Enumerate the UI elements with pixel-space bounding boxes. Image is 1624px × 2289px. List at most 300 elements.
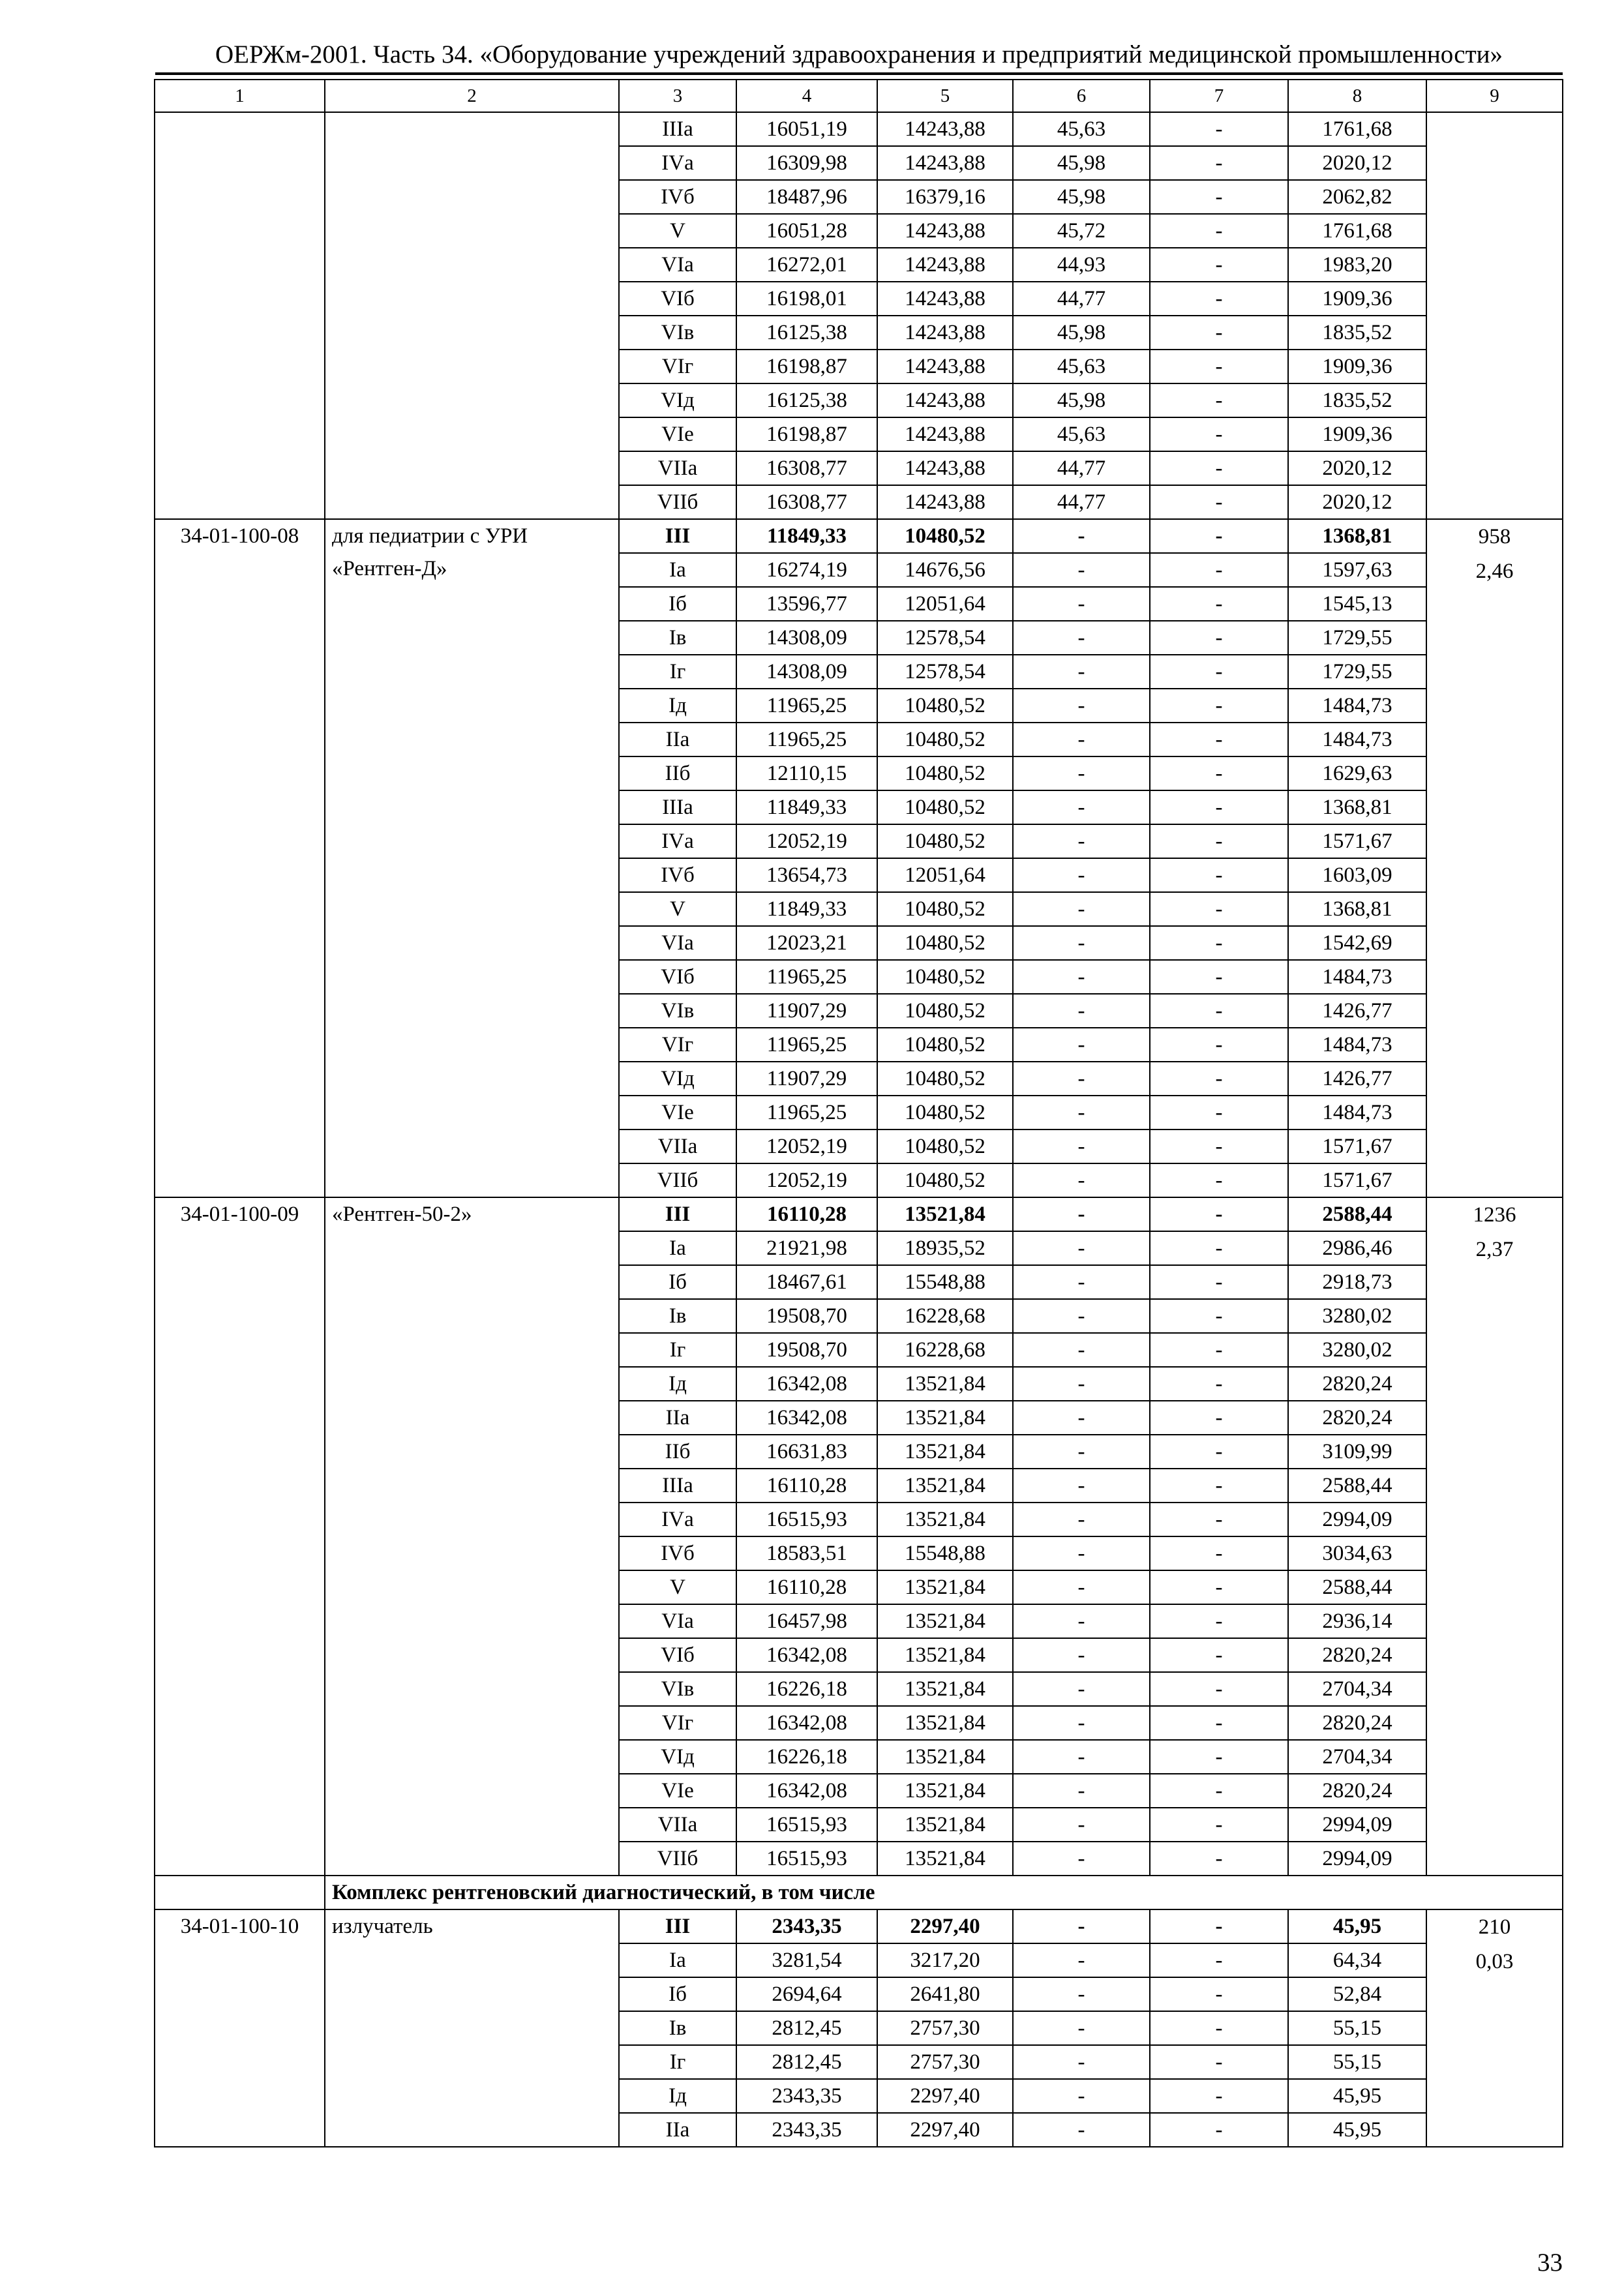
cell-col-6: - (1013, 1503, 1150, 1536)
cell-col-6: - (1013, 1604, 1150, 1638)
cell-col-6: 45,98 (1013, 383, 1150, 417)
cell-col-8: 1761,68 (1288, 214, 1426, 248)
cell-col-7: - (1150, 553, 1288, 587)
cell-col-5: 16379,16 (877, 180, 1013, 214)
cell-col-5: 10480,52 (877, 926, 1013, 960)
cell-col-5: 10480,52 (877, 994, 1013, 1028)
cell-col-3: VIе (619, 1096, 736, 1130)
cell-col-8: 64,34 (1288, 1943, 1426, 1977)
cell-col-7: - (1150, 1774, 1288, 1808)
cell-col-5: 14243,88 (877, 112, 1013, 146)
cell-col-5: 10480,52 (877, 723, 1013, 756)
cell-col-3: VIа (619, 248, 736, 282)
cell-col-6: - (1013, 1469, 1150, 1503)
cell-col-3: IVа (619, 146, 736, 180)
table-row (155, 1197, 1563, 1231)
cell-col-4: 16110,28 (736, 1469, 877, 1503)
cell-col-4: 16342,08 (736, 1638, 877, 1672)
cell-col-6: - (1013, 1774, 1150, 1808)
column-number-row (155, 80, 1563, 112)
cell-col-3: VIа (619, 1604, 736, 1638)
cell-col-6: - (1013, 2045, 1150, 2079)
cell-col-4: 11907,29 (736, 1062, 877, 1096)
cell-col-8: 1571,67 (1288, 824, 1426, 858)
cell-col-7: - (1150, 960, 1288, 994)
cell-col-3: IVб (619, 858, 736, 892)
cell-col-6: - (1013, 1943, 1150, 1977)
cell-col-8: 1484,73 (1288, 1028, 1426, 1062)
cell-col-3: Iа (619, 1943, 736, 1977)
cell-col-5: 14243,88 (877, 451, 1013, 485)
cell-col-5: 14243,88 (877, 248, 1013, 282)
cell-col-3: VIв (619, 994, 736, 1028)
cell-col-6: - (1013, 892, 1150, 926)
cell-col-3: Iб (619, 587, 736, 621)
cell-col-4: 16198,87 (736, 417, 877, 451)
cell-col-6: - (1013, 689, 1150, 723)
cell-col-5: 10480,52 (877, 1163, 1013, 1197)
cell-col-6: 45,72 (1013, 214, 1150, 248)
cell-col-7: - (1150, 451, 1288, 485)
cell-col-5: 14243,88 (877, 282, 1013, 316)
cell-col-8: 45,95 (1288, 2113, 1426, 2147)
cell-col-8: 1835,52 (1288, 316, 1426, 350)
cell-col-3: IIIа (619, 1469, 736, 1503)
cell-col-8: 1426,77 (1288, 994, 1426, 1028)
cell-col-4: 16226,18 (736, 1740, 877, 1774)
cell-col-5: 12578,54 (877, 655, 1013, 689)
cell-col-7: - (1150, 485, 1288, 519)
column-9-values (1426, 1909, 1563, 2147)
cell-col-8: 2820,24 (1288, 1401, 1426, 1435)
cell-col-5: 13521,84 (877, 1740, 1013, 1774)
cell-col-3: III (619, 519, 736, 553)
cell-col-7: - (1150, 214, 1288, 248)
cell-col-6: - (1013, 1808, 1150, 1842)
cell-col-5: 13521,84 (877, 1570, 1013, 1604)
cell-col-7: - (1150, 1672, 1288, 1706)
cell-col-7: - (1150, 1265, 1288, 1299)
cell-col-4: 14308,09 (736, 621, 877, 655)
cell-col-4: 2694,64 (736, 1977, 877, 2011)
item-name (325, 1197, 619, 1876)
column-number-cell: 4 (736, 80, 877, 112)
cell-col-8: 45,95 (1288, 1909, 1426, 1943)
cell-col-7: - (1150, 2079, 1288, 2113)
section-row (155, 1876, 1563, 1909)
cell-col-4: 16308,77 (736, 451, 877, 485)
cell-col-3: IVа (619, 824, 736, 858)
cell-col-7: - (1150, 1096, 1288, 1130)
cell-col-3: VIг (619, 1028, 736, 1062)
cell-col-6: - (1013, 1842, 1150, 1876)
cell-col-4: 16125,38 (736, 383, 877, 417)
cell-col-8: 2820,24 (1288, 1706, 1426, 1740)
cell-col-3: VIв (619, 1672, 736, 1706)
table-row (155, 1909, 1563, 1943)
cell-col-5: 13521,84 (877, 1638, 1013, 1672)
cell-col-4: 11965,25 (736, 723, 877, 756)
page-number: 33 (1537, 2249, 1563, 2277)
cell-col-8: 1571,67 (1288, 1163, 1426, 1197)
cell-col-6: - (1013, 1265, 1150, 1299)
cell-col-8: 1571,67 (1288, 1130, 1426, 1163)
cell-col-3: III (619, 1197, 736, 1231)
cell-col-5: 14243,88 (877, 146, 1013, 180)
column-number-cell: 8 (1288, 80, 1426, 112)
cell-col-4: 16110,28 (736, 1197, 877, 1231)
cell-col-6: - (1013, 2011, 1150, 2045)
cell-col-6: - (1013, 1130, 1150, 1163)
cell-col-5: 10480,52 (877, 1028, 1013, 1062)
cell-col-3: IVа (619, 1503, 736, 1536)
cell-col-8: 2994,09 (1288, 1842, 1426, 1876)
cell-col-8: 1909,36 (1288, 282, 1426, 316)
column-number-cell: 5 (877, 80, 1013, 112)
cell-col-3: Iг (619, 2045, 736, 2079)
cell-col-7: - (1150, 2011, 1288, 2045)
cell-col-8: 2820,24 (1288, 1774, 1426, 1808)
cell-col-3: V (619, 892, 736, 926)
cell-col-7: - (1150, 1943, 1288, 1977)
cell-col-4: 16198,01 (736, 282, 877, 316)
cell-col-3: VIа (619, 926, 736, 960)
cell-col-5: 2757,30 (877, 2011, 1013, 2045)
cell-col-8: 1729,55 (1288, 621, 1426, 655)
cell-col-3: IVб (619, 180, 736, 214)
cell-col-7: - (1150, 756, 1288, 790)
cell-col-5: 2297,40 (877, 1909, 1013, 1943)
column-number-cell: 1 (155, 80, 325, 112)
cell-col-6: - (1013, 723, 1150, 756)
cell-col-5: 10480,52 (877, 1062, 1013, 1096)
cell-col-5: 10480,52 (877, 790, 1013, 824)
cell-col-5: 13521,84 (877, 1672, 1013, 1706)
cell-col-3: Iг (619, 1333, 736, 1367)
cell-col-3: Iд (619, 2079, 736, 2113)
cell-col-3: Iб (619, 1265, 736, 1299)
cell-col-7: - (1150, 926, 1288, 960)
cell-col-5: 16228,68 (877, 1299, 1013, 1333)
cell-col-7: - (1150, 655, 1288, 689)
cell-col-7: - (1150, 1536, 1288, 1570)
cell-col-6: 45,63 (1013, 112, 1150, 146)
cell-col-4: 12110,15 (736, 756, 877, 790)
cell-col-6: - (1013, 1062, 1150, 1096)
cell-col-4: 16051,19 (736, 112, 877, 146)
cell-col-7: - (1150, 1469, 1288, 1503)
cell-col-4: 16309,98 (736, 146, 877, 180)
cell-col-7: - (1150, 350, 1288, 383)
cell-col-7: - (1150, 1740, 1288, 1774)
column-9-value: 1236 (1473, 1203, 1516, 1227)
cell-col-5: 14243,88 (877, 417, 1013, 451)
cell-col-5: 14243,88 (877, 350, 1013, 383)
section-empty-cell (155, 1876, 325, 1909)
cell-col-5: 14243,88 (877, 485, 1013, 519)
column-number-cell: 3 (619, 80, 736, 112)
cell-col-5: 14243,88 (877, 214, 1013, 248)
item-name (325, 112, 619, 519)
cell-col-7: - (1150, 1842, 1288, 1876)
cell-col-6: - (1013, 1096, 1150, 1130)
cell-col-8: 2994,09 (1288, 1808, 1426, 1842)
cell-col-4: 11849,33 (736, 790, 877, 824)
cell-col-5: 12578,54 (877, 621, 1013, 655)
cell-col-6: - (1013, 1672, 1150, 1706)
cell-col-8: 2936,14 (1288, 1604, 1426, 1638)
cell-col-3: VIг (619, 350, 736, 383)
cell-col-5: 10480,52 (877, 1130, 1013, 1163)
cell-col-7: - (1150, 621, 1288, 655)
cell-col-8: 2918,73 (1288, 1265, 1426, 1299)
column-number-cell: 7 (1150, 80, 1288, 112)
cell-col-6: - (1013, 1367, 1150, 1401)
cell-col-7: - (1150, 892, 1288, 926)
cell-col-8: 55,15 (1288, 2045, 1426, 2079)
cell-col-3: Iг (619, 655, 736, 689)
cell-col-6: - (1013, 1333, 1150, 1367)
cell-col-3: VIе (619, 1774, 736, 1808)
cell-col-6: 45,63 (1013, 350, 1150, 383)
cell-col-5: 13521,84 (877, 1435, 1013, 1469)
cell-col-8: 45,95 (1288, 2079, 1426, 2113)
cell-col-4: 13596,77 (736, 587, 877, 621)
table-row (155, 519, 1563, 553)
cell-col-7: - (1150, 383, 1288, 417)
cell-col-4: 12052,19 (736, 1130, 877, 1163)
cell-col-3: VIг (619, 1706, 736, 1740)
cell-col-6: - (1013, 1706, 1150, 1740)
cell-col-7: - (1150, 1435, 1288, 1469)
cell-col-5: 13521,84 (877, 1367, 1013, 1401)
cell-col-7: - (1150, 1909, 1288, 1943)
cell-col-5: 14676,56 (877, 553, 1013, 587)
cell-col-7: - (1150, 858, 1288, 892)
cell-col-4: 16110,28 (736, 1570, 877, 1604)
cell-col-7: - (1150, 824, 1288, 858)
cell-col-7: - (1150, 1130, 1288, 1163)
cell-col-8: 1484,73 (1288, 960, 1426, 994)
cell-col-4: 16051,28 (736, 214, 877, 248)
cell-col-7: - (1150, 1367, 1288, 1401)
cell-col-7: - (1150, 1299, 1288, 1333)
cell-col-5: 16228,68 (877, 1333, 1013, 1367)
cell-col-3: IIб (619, 756, 736, 790)
cell-col-4: 16125,38 (736, 316, 877, 350)
cell-col-8: 1484,73 (1288, 1096, 1426, 1130)
cell-col-7: - (1150, 1570, 1288, 1604)
cell-col-5: 10480,52 (877, 1096, 1013, 1130)
cell-col-8: 1761,68 (1288, 112, 1426, 146)
cell-col-7: - (1150, 1163, 1288, 1197)
cell-col-6: 44,93 (1013, 248, 1150, 282)
cell-col-6: - (1013, 1977, 1150, 2011)
cell-col-8: 1729,55 (1288, 655, 1426, 689)
column-number-cell: 2 (325, 80, 619, 112)
cell-col-3: VIIб (619, 1842, 736, 1876)
cell-col-8: 1603,09 (1288, 858, 1426, 892)
cell-col-4: 12052,19 (736, 1163, 877, 1197)
cell-col-4: 11849,33 (736, 519, 877, 553)
cell-col-6: - (1013, 1536, 1150, 1570)
cell-col-8: 2062,82 (1288, 180, 1426, 214)
cell-col-3: VIIб (619, 485, 736, 519)
cell-col-3: VIIа (619, 451, 736, 485)
cell-col-6: - (1013, 1231, 1150, 1265)
cell-col-5: 13521,84 (877, 1197, 1013, 1231)
cell-col-5: 13521,84 (877, 1706, 1013, 1740)
item-code (155, 112, 325, 519)
cell-col-5: 13521,84 (877, 1808, 1013, 1842)
cell-col-6: - (1013, 1028, 1150, 1062)
cell-col-8: 1545,13 (1288, 587, 1426, 621)
cell-col-3: VIIа (619, 1808, 736, 1842)
column-number-cell: 6 (1013, 80, 1150, 112)
cell-col-7: - (1150, 417, 1288, 451)
cell-col-8: 2588,44 (1288, 1570, 1426, 1604)
price-table (154, 79, 1563, 2147)
cell-col-7: - (1150, 1062, 1288, 1096)
cell-col-8: 1542,69 (1288, 926, 1426, 960)
cell-col-4: 11907,29 (736, 994, 877, 1028)
column-9-value: 958 (1478, 525, 1511, 548)
cell-col-4: 11965,25 (736, 1028, 877, 1062)
cell-col-7: - (1150, 1401, 1288, 1435)
cell-col-8: 2020,12 (1288, 485, 1426, 519)
cell-col-8: 1983,20 (1288, 248, 1426, 282)
cell-col-4: 2343,35 (736, 2079, 877, 2113)
cell-col-8: 2020,12 (1288, 146, 1426, 180)
cell-col-4: 2812,45 (736, 2011, 877, 2045)
cell-col-3: VIд (619, 383, 736, 417)
cell-col-3: Iа (619, 553, 736, 587)
cell-col-7: - (1150, 282, 1288, 316)
item-code: 34-01-100-09 (155, 1197, 325, 1876)
cell-col-3: VIд (619, 1062, 736, 1096)
cell-col-6: 44,77 (1013, 451, 1150, 485)
cell-col-6: - (1013, 960, 1150, 994)
cell-col-6: - (1013, 926, 1150, 960)
column-9-values (1426, 1197, 1563, 1876)
cell-col-7: - (1150, 316, 1288, 350)
cell-col-8: 1835,52 (1288, 383, 1426, 417)
cell-col-8: 55,15 (1288, 2011, 1426, 2045)
cell-col-5: 13521,84 (877, 1469, 1013, 1503)
cell-col-5: 2297,40 (877, 2079, 1013, 2113)
cell-col-7: - (1150, 1028, 1288, 1062)
column-9-value: 0,03 (1475, 1950, 1514, 1973)
cell-col-8: 1909,36 (1288, 417, 1426, 451)
page-header: ОЕРЖм-2001. Часть 34. «Оборудование учреждений здравоохранения и предприятий медицинской промышленности» (215, 40, 1503, 68)
cell-col-6: - (1013, 1638, 1150, 1672)
column-9-value: 2,37 (1475, 1238, 1514, 1261)
cell-col-6: - (1013, 1435, 1150, 1469)
cell-col-3: IIб (619, 1435, 736, 1469)
cell-col-7: - (1150, 112, 1288, 146)
cell-col-7: - (1150, 2045, 1288, 2079)
cell-col-6: - (1013, 621, 1150, 655)
cell-col-5: 3217,20 (877, 1943, 1013, 1977)
cell-col-4: 16342,08 (736, 1774, 877, 1808)
cell-col-6: - (1013, 790, 1150, 824)
column-9-values (1426, 112, 1563, 519)
cell-col-4: 16515,93 (736, 1503, 877, 1536)
cell-col-4: 16226,18 (736, 1672, 877, 1706)
cell-col-6: 45,98 (1013, 180, 1150, 214)
cell-col-3: IIа (619, 2113, 736, 2147)
cell-col-3: Iд (619, 689, 736, 723)
cell-col-8: 1368,81 (1288, 892, 1426, 926)
cell-col-6: - (1013, 2079, 1150, 2113)
cell-col-8: 3280,02 (1288, 1299, 1426, 1333)
cell-col-8: 1629,63 (1288, 756, 1426, 790)
cell-col-6: - (1013, 1909, 1150, 1943)
cell-col-7: - (1150, 1638, 1288, 1672)
cell-col-8: 2704,34 (1288, 1672, 1426, 1706)
cell-col-5: 18935,52 (877, 1231, 1013, 1265)
cell-col-3: VIIа (619, 1130, 736, 1163)
cell-col-3: IIIа (619, 112, 736, 146)
item-name-line: излучатель (332, 1915, 433, 1938)
cell-col-8: 1368,81 (1288, 519, 1426, 553)
cell-col-5: 10480,52 (877, 756, 1013, 790)
cell-col-8: 1426,77 (1288, 1062, 1426, 1096)
column-9-value: 210 (1478, 1915, 1511, 1939)
cell-col-6: 44,77 (1013, 485, 1150, 519)
cell-col-4: 16308,77 (736, 485, 877, 519)
cell-col-5: 12051,64 (877, 858, 1013, 892)
cell-col-8: 2820,24 (1288, 1367, 1426, 1401)
cell-col-5: 2641,80 (877, 1977, 1013, 2011)
cell-col-6: 45,98 (1013, 316, 1150, 350)
cell-col-5: 13521,84 (877, 1604, 1013, 1638)
cell-col-8: 2994,09 (1288, 1503, 1426, 1536)
cell-col-4: 16515,93 (736, 1808, 877, 1842)
cell-col-6: - (1013, 553, 1150, 587)
cell-col-4: 16274,19 (736, 553, 877, 587)
cell-col-3: Iв (619, 621, 736, 655)
cell-col-4: 16342,08 (736, 1401, 877, 1435)
cell-col-7: - (1150, 994, 1288, 1028)
item-name (325, 1909, 619, 2147)
cell-col-5: 13521,84 (877, 1401, 1013, 1435)
cell-col-8: 2986,46 (1288, 1231, 1426, 1265)
cell-col-8: 1597,63 (1288, 553, 1426, 587)
cell-col-5: 13521,84 (877, 1503, 1013, 1536)
cell-col-4: 12023,21 (736, 926, 877, 960)
cell-col-5: 10480,52 (877, 892, 1013, 926)
cell-col-6: - (1013, 1163, 1150, 1197)
cell-col-4: 16342,08 (736, 1367, 877, 1401)
cell-col-4: 18583,51 (736, 1536, 877, 1570)
header-rule (155, 72, 1563, 75)
column-9-value: 2,46 (1475, 560, 1514, 583)
cell-col-3: Iв (619, 1299, 736, 1333)
item-code: 34-01-100-08 (155, 519, 325, 1197)
cell-col-7: - (1150, 1604, 1288, 1638)
cell-col-3: Iд (619, 1367, 736, 1401)
column-9-values (1426, 519, 1563, 1197)
cell-col-6: - (1013, 824, 1150, 858)
cell-col-3: VIIб (619, 1163, 736, 1197)
cell-col-6: - (1013, 587, 1150, 621)
item-name-line: «Рентген-50-2» (332, 1203, 472, 1226)
cell-col-5: 10480,52 (877, 689, 1013, 723)
cell-col-4: 19508,70 (736, 1333, 877, 1367)
item-name-line: «Рентген-Д» (332, 557, 447, 580)
cell-col-6: - (1013, 1197, 1150, 1231)
